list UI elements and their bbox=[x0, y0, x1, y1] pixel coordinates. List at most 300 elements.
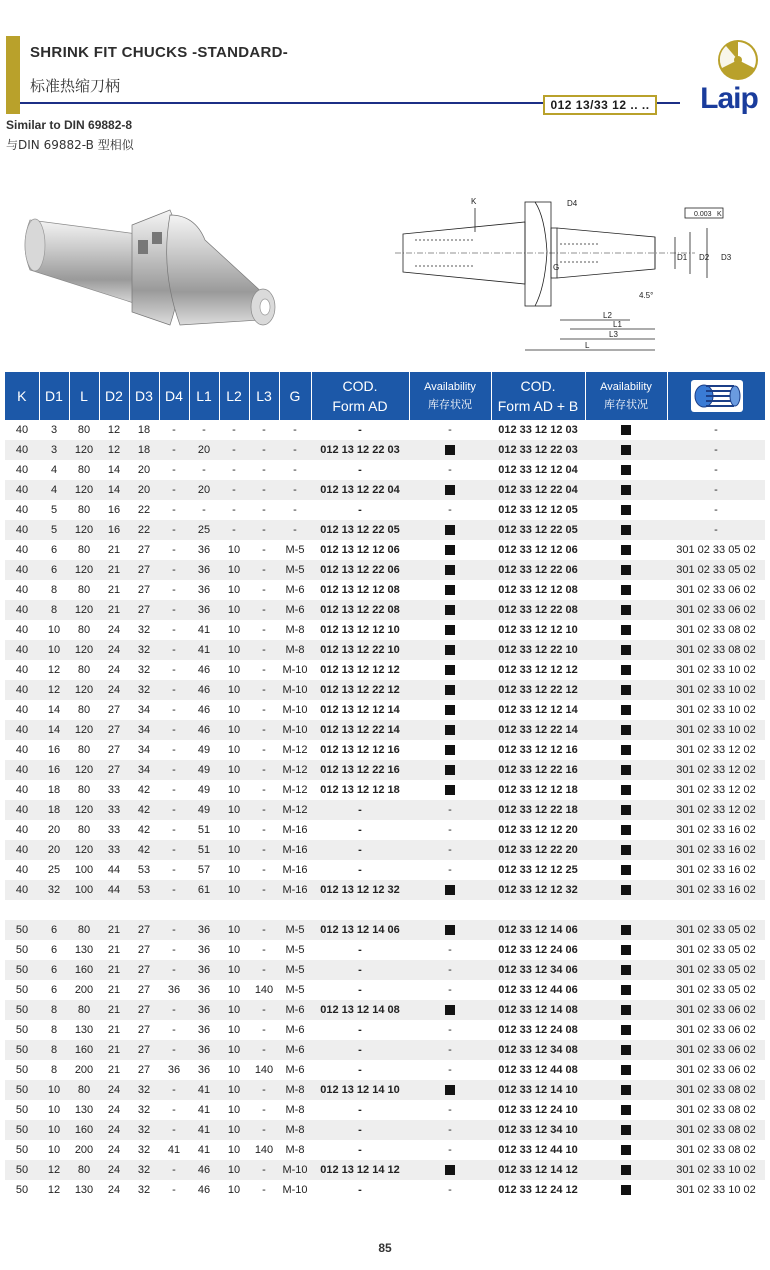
table-cell: - bbox=[358, 1104, 362, 1116]
table-row bbox=[5, 660, 765, 680]
table-cell: 25 bbox=[47, 864, 61, 876]
table-cell: 27 bbox=[107, 744, 121, 756]
table-row bbox=[5, 1140, 765, 1160]
table-cell: M-10 bbox=[279, 720, 311, 740]
table-cell: 24 bbox=[107, 1144, 121, 1156]
in-stock-square-icon bbox=[445, 885, 455, 895]
availability-cell bbox=[409, 440, 491, 460]
table-cell: 130 bbox=[74, 1024, 94, 1036]
table-cell: 40 bbox=[15, 504, 29, 516]
table-cell: 012 33 12 22 16 bbox=[491, 760, 585, 780]
title-accent-bar bbox=[6, 36, 20, 114]
table-cell: 8 bbox=[39, 1000, 69, 1020]
table-cell: 36 bbox=[167, 984, 181, 996]
table-cell: 27 bbox=[137, 944, 151, 956]
table-cell: 25 bbox=[189, 520, 219, 540]
table-cell: 012 13 12 22 03 bbox=[311, 440, 409, 460]
table-row bbox=[5, 620, 765, 640]
table-cell: - bbox=[448, 1024, 452, 1036]
label-k: K bbox=[471, 197, 477, 206]
in-stock-square-icon bbox=[621, 1045, 631, 1055]
table-cell: 012 13 12 22 06 bbox=[311, 560, 409, 580]
in-stock-square-icon bbox=[621, 1145, 631, 1155]
table-cell: 012 13 12 12 32 bbox=[311, 880, 409, 900]
table-cell: - bbox=[249, 760, 279, 780]
table-cell: - bbox=[202, 424, 206, 436]
col-availability bbox=[409, 372, 491, 420]
availability-cell bbox=[409, 520, 491, 540]
table-cell: 18 bbox=[39, 800, 69, 820]
table-cell: 80 bbox=[77, 624, 91, 636]
table-cell: 40 bbox=[15, 584, 29, 596]
table-cell: 140 bbox=[254, 984, 274, 996]
in-stock-square-icon bbox=[445, 525, 455, 535]
table-cell: - bbox=[262, 664, 266, 676]
table-cell: - bbox=[249, 1040, 279, 1060]
in-stock-square-icon bbox=[621, 965, 631, 975]
table-cell: - bbox=[358, 504, 362, 516]
in-stock-square-icon bbox=[621, 425, 631, 435]
in-stock-square-icon bbox=[621, 765, 631, 775]
in-stock-square-icon bbox=[621, 885, 631, 895]
availability-cell bbox=[409, 760, 491, 780]
table-cell: 46 bbox=[189, 680, 219, 700]
table-cell: 18 bbox=[129, 440, 159, 460]
table-cell: - bbox=[249, 880, 279, 900]
table-cell: - bbox=[311, 960, 409, 980]
in-stock-square-icon bbox=[445, 1005, 455, 1015]
table-cell: 012 13 12 22 04 bbox=[311, 480, 409, 500]
in-stock-square-icon bbox=[621, 1185, 631, 1195]
label-d1: D1 bbox=[677, 253, 688, 262]
label-d3: D3 bbox=[721, 253, 732, 262]
table-cell: 012 33 12 14 06 bbox=[491, 920, 585, 940]
col-availability-2 bbox=[585, 372, 667, 420]
table-cell: 36 bbox=[189, 1040, 219, 1060]
table-cell: 27 bbox=[137, 584, 151, 596]
table-cell: 34 bbox=[129, 760, 159, 780]
table-cell: 14 bbox=[107, 464, 121, 476]
table-cell: 12 bbox=[39, 1160, 69, 1180]
table-cell: 80 bbox=[77, 744, 91, 756]
table-cell: 012 13 12 14 06 bbox=[311, 920, 409, 940]
in-stock-square-icon bbox=[445, 925, 455, 935]
table-cell: 46 bbox=[197, 704, 211, 716]
table-cell: 10 bbox=[227, 944, 241, 956]
availability-cell bbox=[585, 720, 667, 740]
table-cell: M-5 bbox=[285, 944, 305, 956]
col-cod-line1: COD. bbox=[342, 378, 378, 394]
table-cell: 27 bbox=[107, 704, 121, 716]
table-cell: 21 bbox=[99, 960, 129, 980]
table-cell: 27 bbox=[99, 760, 129, 780]
table-cell: M-12 bbox=[279, 760, 311, 780]
table-cell: 5 bbox=[39, 520, 69, 540]
table-cell: 012 33 12 12 20 bbox=[498, 824, 578, 836]
table-cell: - bbox=[358, 464, 362, 476]
table-cell: - bbox=[667, 440, 765, 460]
table-cell: - bbox=[159, 720, 189, 740]
table-cell: 012 33 12 12 03 bbox=[498, 424, 578, 436]
table-row bbox=[5, 420, 765, 440]
table-cell: 012 33 12 14 10 bbox=[491, 1080, 585, 1100]
table-cell: 40 bbox=[15, 704, 29, 716]
table-cell: 27 bbox=[129, 560, 159, 580]
table-cell: - bbox=[409, 1120, 491, 1140]
table-cell: - bbox=[311, 840, 409, 860]
table-cell: - bbox=[249, 640, 279, 660]
table-cell: 41 bbox=[197, 624, 211, 636]
label-tolerance-ref: K bbox=[717, 211, 722, 218]
in-stock-square-icon bbox=[445, 1085, 455, 1095]
table-cell: - bbox=[249, 600, 279, 620]
availability-cell bbox=[585, 960, 667, 980]
table-cell: 10 bbox=[39, 640, 69, 660]
table-cell: 10 bbox=[227, 544, 241, 556]
table-cell: 40 bbox=[5, 680, 39, 700]
table-cell: 012 13 12 12 12 bbox=[320, 664, 400, 676]
in-stock-square-icon bbox=[621, 725, 631, 735]
table-cell: - bbox=[262, 704, 266, 716]
table-row bbox=[5, 880, 765, 900]
table-cell: - bbox=[262, 824, 266, 836]
table-cell: - bbox=[358, 424, 362, 436]
availability-cell bbox=[585, 580, 667, 600]
table-cell: M-16 bbox=[282, 824, 308, 836]
table-cell: - bbox=[667, 480, 765, 500]
table-cell: 20 bbox=[189, 440, 219, 460]
table-cell: 41 bbox=[189, 640, 219, 660]
table-cell: M-5 bbox=[279, 960, 311, 980]
table-cell: - bbox=[293, 504, 297, 516]
table-cell: 36 bbox=[197, 984, 211, 996]
table-cell: 012 33 12 34 10 bbox=[491, 1120, 585, 1140]
table-cell: 24 bbox=[99, 1160, 129, 1180]
table-cell: 3 bbox=[50, 424, 58, 436]
chuck-product-image bbox=[20, 200, 320, 350]
table-cell: 012 33 12 24 10 bbox=[498, 1104, 578, 1116]
table-cell: 40 bbox=[5, 880, 39, 900]
table-cell: 80 bbox=[69, 1080, 99, 1100]
table-cell: M-8 bbox=[279, 1080, 311, 1100]
table-cell: - bbox=[262, 504, 266, 516]
table-cell: 27 bbox=[129, 920, 159, 940]
in-stock-square-icon bbox=[621, 745, 631, 755]
col-l2: L2 bbox=[219, 372, 249, 420]
table-cell: 120 bbox=[69, 600, 99, 620]
table-cell: 10 bbox=[227, 784, 241, 796]
table-cell: 27 bbox=[137, 1024, 151, 1036]
availability-cell bbox=[585, 1060, 667, 1080]
table-cell: M-5 bbox=[279, 920, 311, 940]
table-cell: - bbox=[172, 944, 176, 956]
table-cell: 36 bbox=[189, 920, 219, 940]
table-cell: 12 bbox=[99, 440, 129, 460]
in-stock-square-icon bbox=[621, 1105, 631, 1115]
table-cell: 012 13 12 12 18 bbox=[320, 784, 400, 796]
table-row bbox=[5, 1040, 765, 1060]
availability-cell bbox=[585, 520, 667, 540]
table-cell: 012 33 12 22 05 bbox=[491, 520, 585, 540]
table-cell: 32 bbox=[137, 1144, 151, 1156]
table-row bbox=[5, 920, 765, 940]
table-cell: 24 bbox=[107, 1184, 121, 1196]
table-cell: 20 bbox=[137, 464, 151, 476]
table-cell: 44 bbox=[99, 880, 129, 900]
label-angle: 4.5° bbox=[639, 291, 654, 300]
availability-cell bbox=[409, 660, 491, 680]
table-cell: 34 bbox=[137, 744, 151, 756]
table-cell: 301 02 33 12 02 bbox=[676, 744, 756, 756]
table-cell: 12 bbox=[39, 680, 69, 700]
table-row bbox=[5, 1100, 765, 1120]
table-cell: 40 bbox=[5, 720, 39, 740]
label-l3: L3 bbox=[609, 330, 618, 339]
table-cell: 33 bbox=[107, 824, 121, 836]
in-stock-square-icon bbox=[621, 605, 631, 615]
table-cell: - bbox=[409, 800, 491, 820]
table-cell: 36 bbox=[197, 544, 211, 556]
label-d4: D4 bbox=[567, 199, 578, 208]
table-cell: - bbox=[262, 1024, 266, 1036]
table-cell: 50 bbox=[15, 944, 29, 956]
table-cell: 012 13 12 22 05 bbox=[311, 520, 409, 540]
table-cell: - bbox=[358, 984, 362, 996]
table-row bbox=[5, 960, 765, 980]
table-cell: 40 bbox=[15, 824, 29, 836]
table-row bbox=[5, 1160, 765, 1180]
table-cell: 36 bbox=[189, 1000, 219, 1020]
table-cell: 5 bbox=[50, 504, 58, 516]
table-cell: 10 bbox=[219, 1080, 249, 1100]
table-cell: 012 33 12 22 06 bbox=[491, 560, 585, 580]
availability-cell bbox=[585, 460, 667, 480]
table-cell: 40 bbox=[5, 760, 39, 780]
table-cell: 50 bbox=[15, 1184, 29, 1196]
availability-cell bbox=[409, 620, 491, 640]
col-d1: D1 bbox=[39, 372, 69, 420]
table-cell: 301 02 33 06 02 bbox=[667, 1040, 765, 1060]
in-stock-square-icon bbox=[621, 785, 631, 795]
page-title: SHRINK FIT CHUCKS -STANDARD- bbox=[30, 44, 289, 61]
table-cell: - bbox=[409, 1040, 491, 1060]
table-cell: - bbox=[232, 424, 236, 436]
table-cell: - bbox=[262, 1184, 266, 1196]
in-stock-square-icon bbox=[621, 865, 631, 875]
table-cell: 40 bbox=[15, 664, 29, 676]
table-cell: 12 bbox=[47, 664, 61, 676]
table-cell: 4 bbox=[39, 480, 69, 500]
table-cell: 50 bbox=[15, 1024, 29, 1036]
table-cell: 160 bbox=[69, 960, 99, 980]
table-row bbox=[5, 500, 765, 520]
table-cell: 46 bbox=[189, 1160, 219, 1180]
availability-cell bbox=[585, 1140, 667, 1160]
table-cell: 012 33 12 12 08 bbox=[498, 584, 578, 596]
table-cell: - bbox=[249, 480, 279, 500]
table-cell: 8 bbox=[50, 584, 58, 596]
table-cell: 4 bbox=[50, 464, 58, 476]
table-cell: - bbox=[249, 800, 279, 820]
in-stock-square-icon bbox=[621, 625, 631, 635]
table-cell: 10 bbox=[219, 560, 249, 580]
table-cell: 49 bbox=[197, 784, 211, 796]
table-cell: - bbox=[159, 1000, 189, 1020]
table-cell: - bbox=[448, 1144, 452, 1156]
table-cell: - bbox=[232, 464, 236, 476]
in-stock-square-icon bbox=[621, 1085, 631, 1095]
table-cell: - bbox=[172, 464, 176, 476]
table-cell: 10 bbox=[47, 1104, 61, 1116]
table-cell: 32 bbox=[137, 624, 151, 636]
table-cell: M-10 bbox=[282, 704, 308, 716]
table-cell: - bbox=[358, 1064, 362, 1076]
table-row bbox=[5, 940, 765, 960]
in-stock-square-icon bbox=[621, 485, 631, 495]
table-cell: - bbox=[448, 984, 452, 996]
table-cell: 51 bbox=[197, 824, 211, 836]
availability-cell bbox=[585, 880, 667, 900]
table-row bbox=[5, 840, 765, 860]
in-stock-square-icon bbox=[445, 645, 455, 655]
table-cell: 36 bbox=[189, 600, 219, 620]
table-cell: - bbox=[202, 464, 206, 476]
table-cell: - bbox=[293, 424, 297, 436]
availability-cell bbox=[409, 740, 491, 760]
table-cell: 012 33 12 12 05 bbox=[498, 504, 578, 516]
availability-cell bbox=[585, 820, 667, 840]
table-cell: 10 bbox=[219, 640, 249, 660]
table-row bbox=[5, 560, 765, 580]
table-cell: 301 02 33 08 02 bbox=[667, 1120, 765, 1140]
table-row bbox=[5, 980, 765, 1000]
table-cell: - bbox=[279, 480, 311, 500]
table-cell: - bbox=[358, 824, 362, 836]
table-cell: 120 bbox=[69, 640, 99, 660]
table-header-row bbox=[5, 372, 765, 420]
col-cod2-line1: COD. bbox=[520, 378, 556, 394]
table-cell: - bbox=[159, 840, 189, 860]
table-row bbox=[5, 780, 765, 800]
availability-cell bbox=[585, 800, 667, 820]
availability-cell bbox=[409, 480, 491, 500]
table-cell: 10 bbox=[219, 840, 249, 860]
table-cell: - bbox=[262, 464, 266, 476]
table-cell: 301 02 33 10 02 bbox=[676, 704, 756, 716]
table-cell: M-6 bbox=[285, 584, 305, 596]
table-cell: - bbox=[219, 520, 249, 540]
table-cell: - bbox=[249, 720, 279, 740]
table-cell: 10 bbox=[227, 664, 241, 676]
table-cell: - bbox=[667, 520, 765, 540]
in-stock-square-icon bbox=[445, 545, 455, 555]
availability-cell bbox=[585, 840, 667, 860]
table-cell: - bbox=[714, 424, 718, 436]
table-cell: - bbox=[249, 440, 279, 460]
availability-cell bbox=[585, 560, 667, 580]
table-cell: - bbox=[232, 504, 236, 516]
table-cell: 24 bbox=[99, 1120, 129, 1140]
table-cell: 012 33 12 24 06 bbox=[498, 944, 578, 956]
table-cell: - bbox=[159, 880, 189, 900]
availability-cell bbox=[409, 700, 491, 720]
table-cell: M-8 bbox=[279, 1120, 311, 1140]
table-cell: M-6 bbox=[279, 1000, 311, 1020]
table-cell: 36 bbox=[189, 960, 219, 980]
table-cell: - bbox=[279, 520, 311, 540]
table-cell: 32 bbox=[129, 1160, 159, 1180]
table-cell: - bbox=[172, 624, 176, 636]
table-row bbox=[5, 800, 765, 820]
table-cell: 32 bbox=[137, 1104, 151, 1116]
table-cell: - bbox=[262, 544, 266, 556]
table-cell: 8 bbox=[50, 1024, 58, 1036]
table-cell: 301 02 33 16 02 bbox=[667, 840, 765, 860]
table-cell: 44 bbox=[107, 864, 121, 876]
table-cell: 27 bbox=[129, 600, 159, 620]
table-cell: 21 bbox=[107, 544, 121, 556]
table-cell: 301 02 33 06 02 bbox=[667, 1000, 765, 1020]
table-cell: 50 bbox=[5, 1080, 39, 1100]
table-cell: 21 bbox=[99, 560, 129, 580]
table-cell: 20 bbox=[47, 824, 61, 836]
table-cell: 33 bbox=[107, 784, 121, 796]
table-cell: - bbox=[249, 1160, 279, 1180]
availability-cell bbox=[409, 1160, 491, 1180]
table-cell: 50 bbox=[5, 1040, 39, 1060]
table-cell: 20 bbox=[39, 840, 69, 860]
table-cell: - bbox=[159, 760, 189, 780]
table-cell: M-8 bbox=[279, 640, 311, 660]
table-cell: - bbox=[249, 520, 279, 540]
table-cell: 50 bbox=[5, 920, 39, 940]
technical-drawing bbox=[395, 192, 765, 360]
table-cell: M-6 bbox=[285, 1064, 305, 1076]
table-cell: 301 02 33 08 02 bbox=[676, 1144, 756, 1156]
table-cell: 16 bbox=[39, 760, 69, 780]
table-cell: - bbox=[172, 1104, 176, 1116]
table-cell: - bbox=[159, 440, 189, 460]
table-cell: M-6 bbox=[285, 1024, 305, 1036]
table-cell: 3 bbox=[39, 440, 69, 460]
table-cell: 012 33 12 12 14 bbox=[498, 704, 578, 716]
col-cod-form-ad-b bbox=[491, 372, 585, 420]
in-stock-square-icon bbox=[445, 725, 455, 735]
availability-cell bbox=[585, 920, 667, 940]
in-stock-square-icon bbox=[445, 565, 455, 575]
availability-cell bbox=[409, 600, 491, 620]
table-cell: 21 bbox=[107, 1064, 121, 1076]
table-cell: 80 bbox=[77, 424, 91, 436]
table-cell: - bbox=[311, 800, 409, 820]
table-cell: 012 13 12 14 08 bbox=[311, 1000, 409, 1020]
availability-cell bbox=[409, 1000, 491, 1020]
table-cell: M-12 bbox=[282, 744, 308, 756]
table-row bbox=[5, 580, 765, 600]
table-cell: - bbox=[358, 1144, 362, 1156]
table-cell: - bbox=[219, 480, 249, 500]
in-stock-square-icon bbox=[621, 705, 631, 715]
availability-cell bbox=[585, 760, 667, 780]
page-number: 85 bbox=[378, 1241, 392, 1255]
table-cell: 14 bbox=[39, 720, 69, 740]
table-cell: M-6 bbox=[279, 600, 311, 620]
table-cell: 10 bbox=[219, 680, 249, 700]
table-cell: 36 bbox=[197, 1024, 211, 1036]
table-cell: 53 bbox=[137, 864, 151, 876]
table-cell: 61 bbox=[189, 880, 219, 900]
availability-cell bbox=[409, 1080, 491, 1100]
